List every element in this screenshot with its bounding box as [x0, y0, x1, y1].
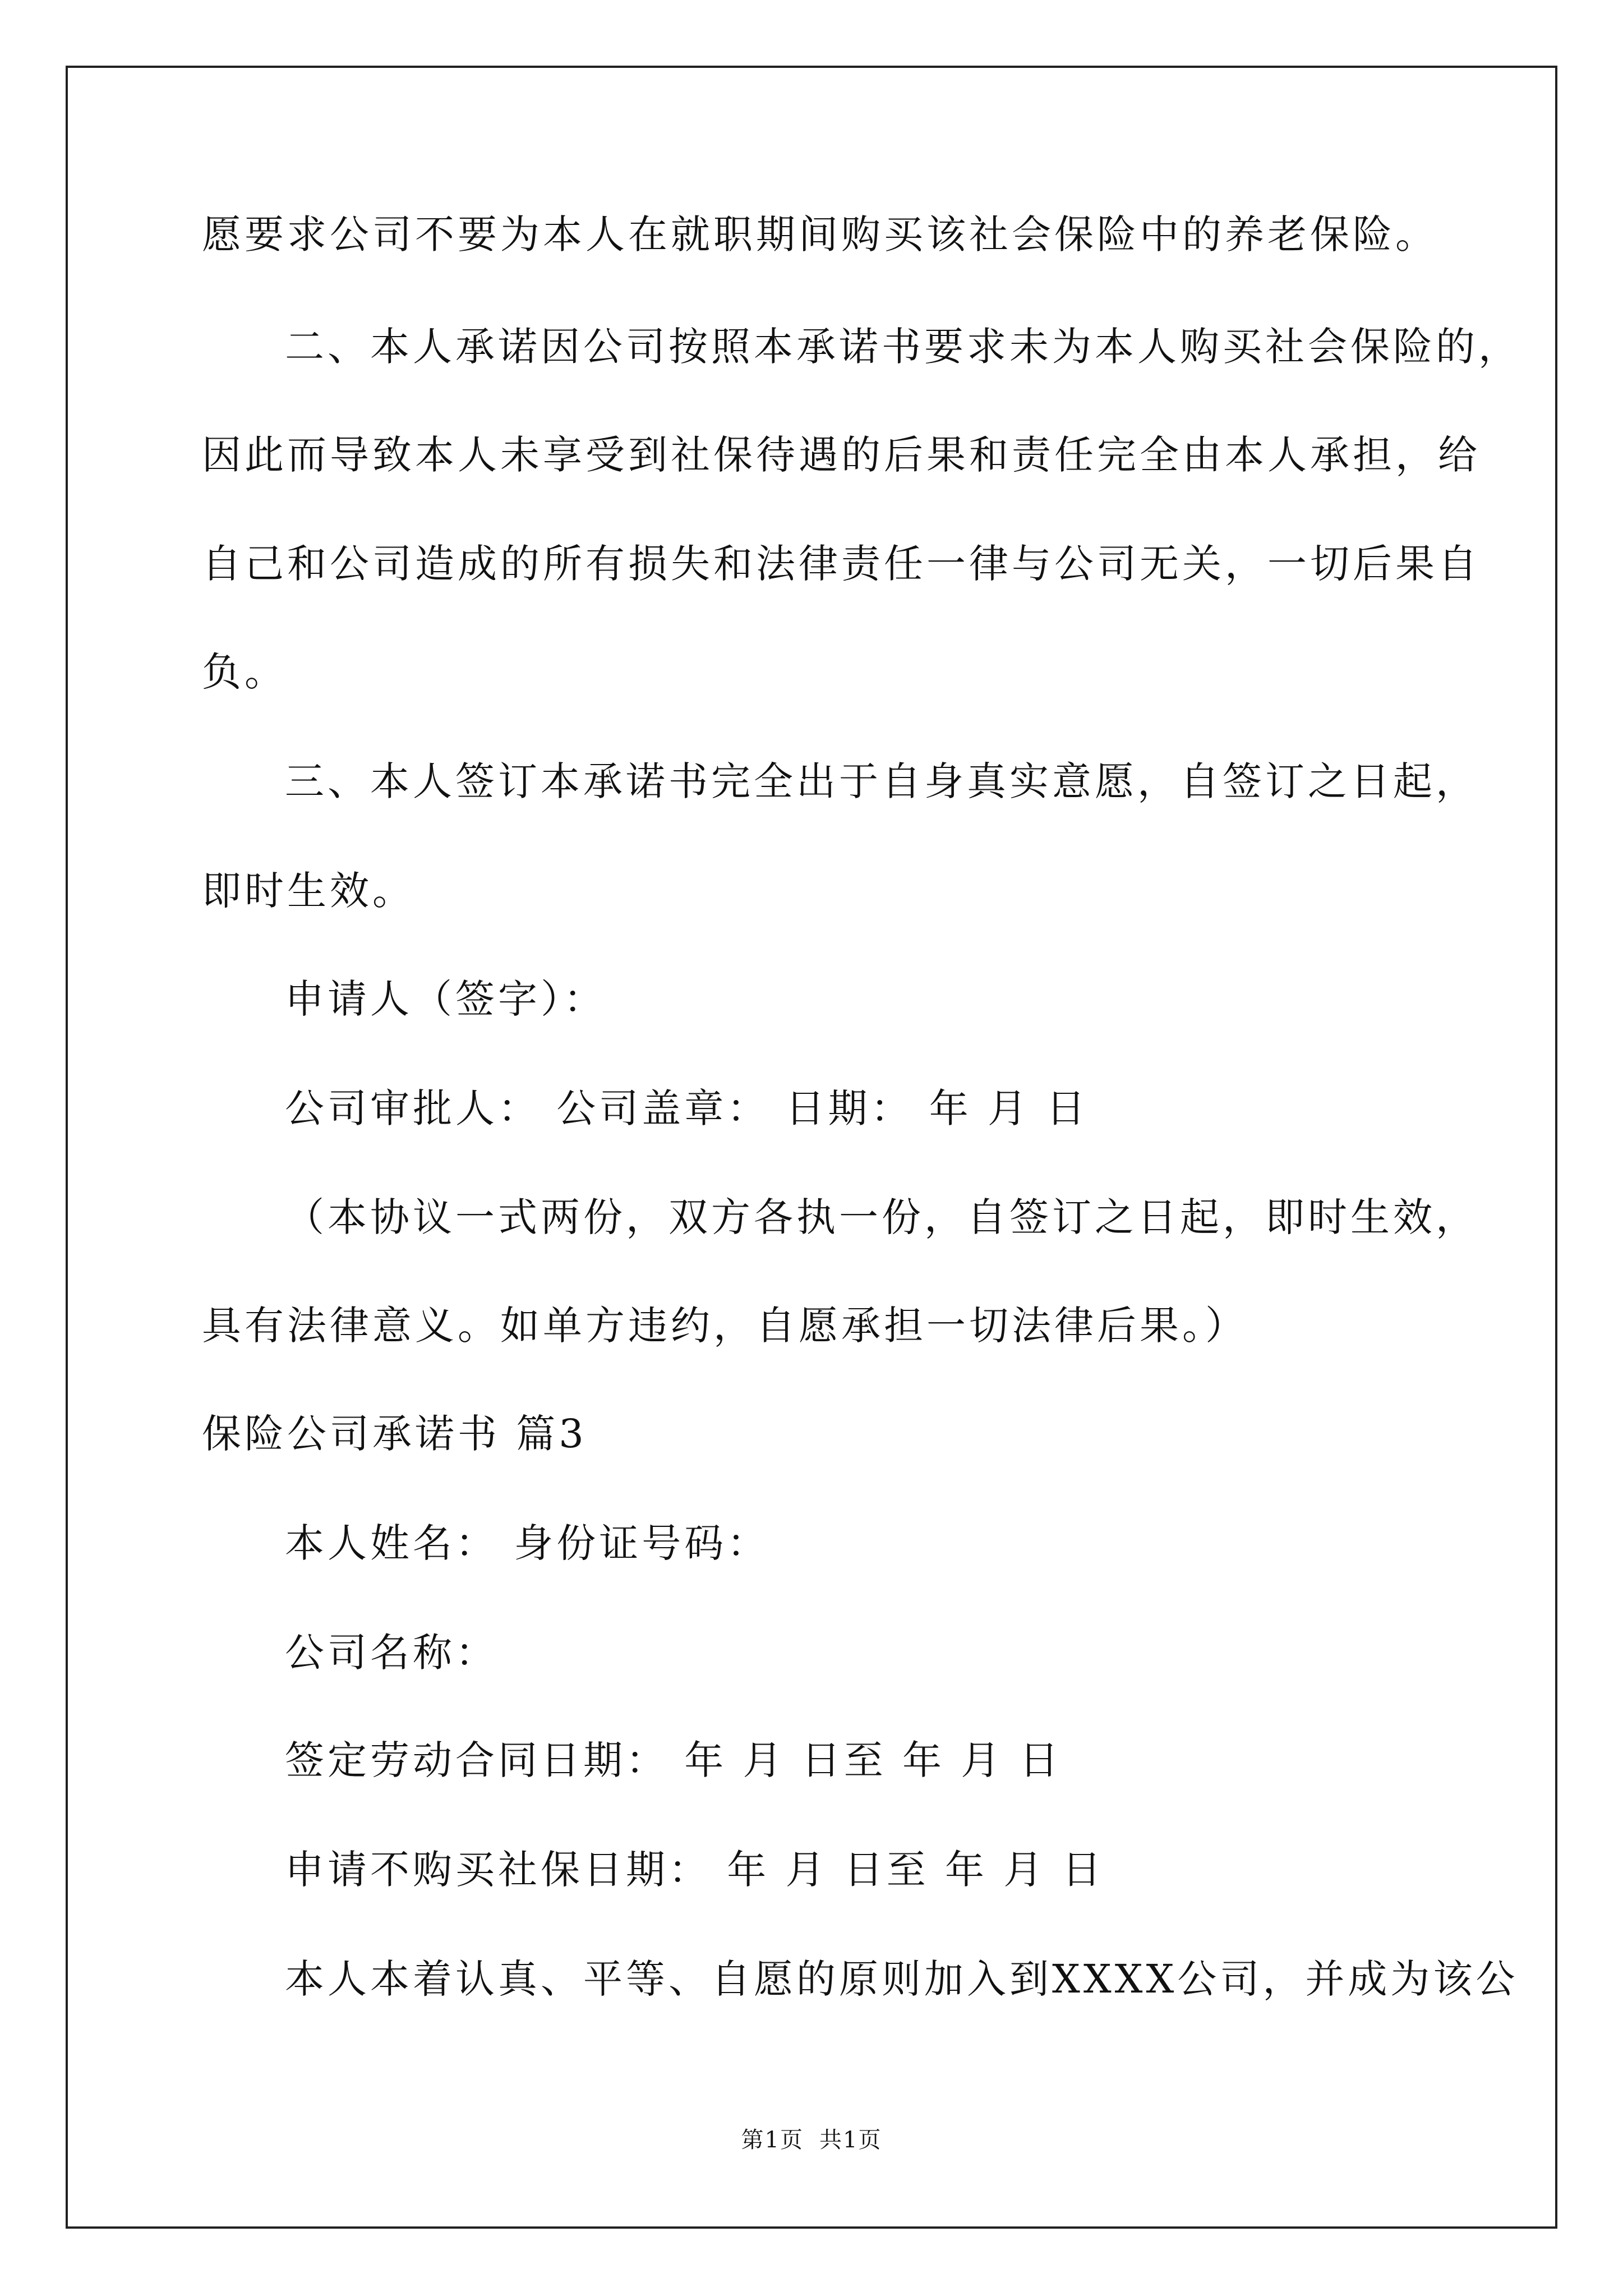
text-line: 三、本人签订本承诺书完全出于自身真实意愿，自签订之日起，	[285, 758, 1478, 804]
form-field-contract-date: 签定劳动合同日期： 年 月 日至 年 月 日	[285, 1737, 1062, 1783]
text-line: 自己和公司造成的所有损失和法律责任一律与公司无关，一切后果自	[202, 541, 1481, 587]
form-field-company: 公司名称：	[285, 1630, 498, 1676]
page-total: 共1页	[819, 2127, 882, 2153]
text-line: 因此而导致本人未享受到社保待遇的后果和责任完全由本人承担，给	[202, 432, 1481, 478]
section-heading: 保险公司承诺书 篇3	[202, 1411, 587, 1457]
text-line: 具有法律意义。如单方违约，自愿承担一切法律后果。）	[202, 1303, 1248, 1349]
text-line: 负。	[202, 649, 287, 695]
form-field-no-insurance-date: 申请不购买社保日期： 年 月 日至 年 月 日	[285, 1847, 1105, 1893]
page-border	[66, 66, 1557, 2229]
text-line: （本协议一式两份，双方各执一份，自签订之日起，即时生效，	[285, 1194, 1478, 1240]
approval-line: 公司审批人： 公司盖章： 日期： 年 月 日	[285, 1085, 1089, 1131]
signature-label: 申请人（签字）：	[285, 976, 606, 1022]
page-number: 第1页	[741, 2127, 804, 2153]
text-line: 本人本着认真、平等、自愿的原则加入到XXXX公司，并成为该公	[285, 1956, 1519, 2002]
page-footer	[0, 2123, 1623, 2157]
form-field-name-id: 本人姓名： 身份证号码：	[285, 1520, 770, 1566]
text-line: 即时生效。	[202, 868, 415, 914]
text-line: 愿要求公司不要为本人在就职期间购买该社会保险中的养老保险。	[202, 211, 1438, 257]
text-line: 二、本人承诺因公司按照本承诺书要求未为本人购买社会保险的，	[285, 324, 1521, 370]
